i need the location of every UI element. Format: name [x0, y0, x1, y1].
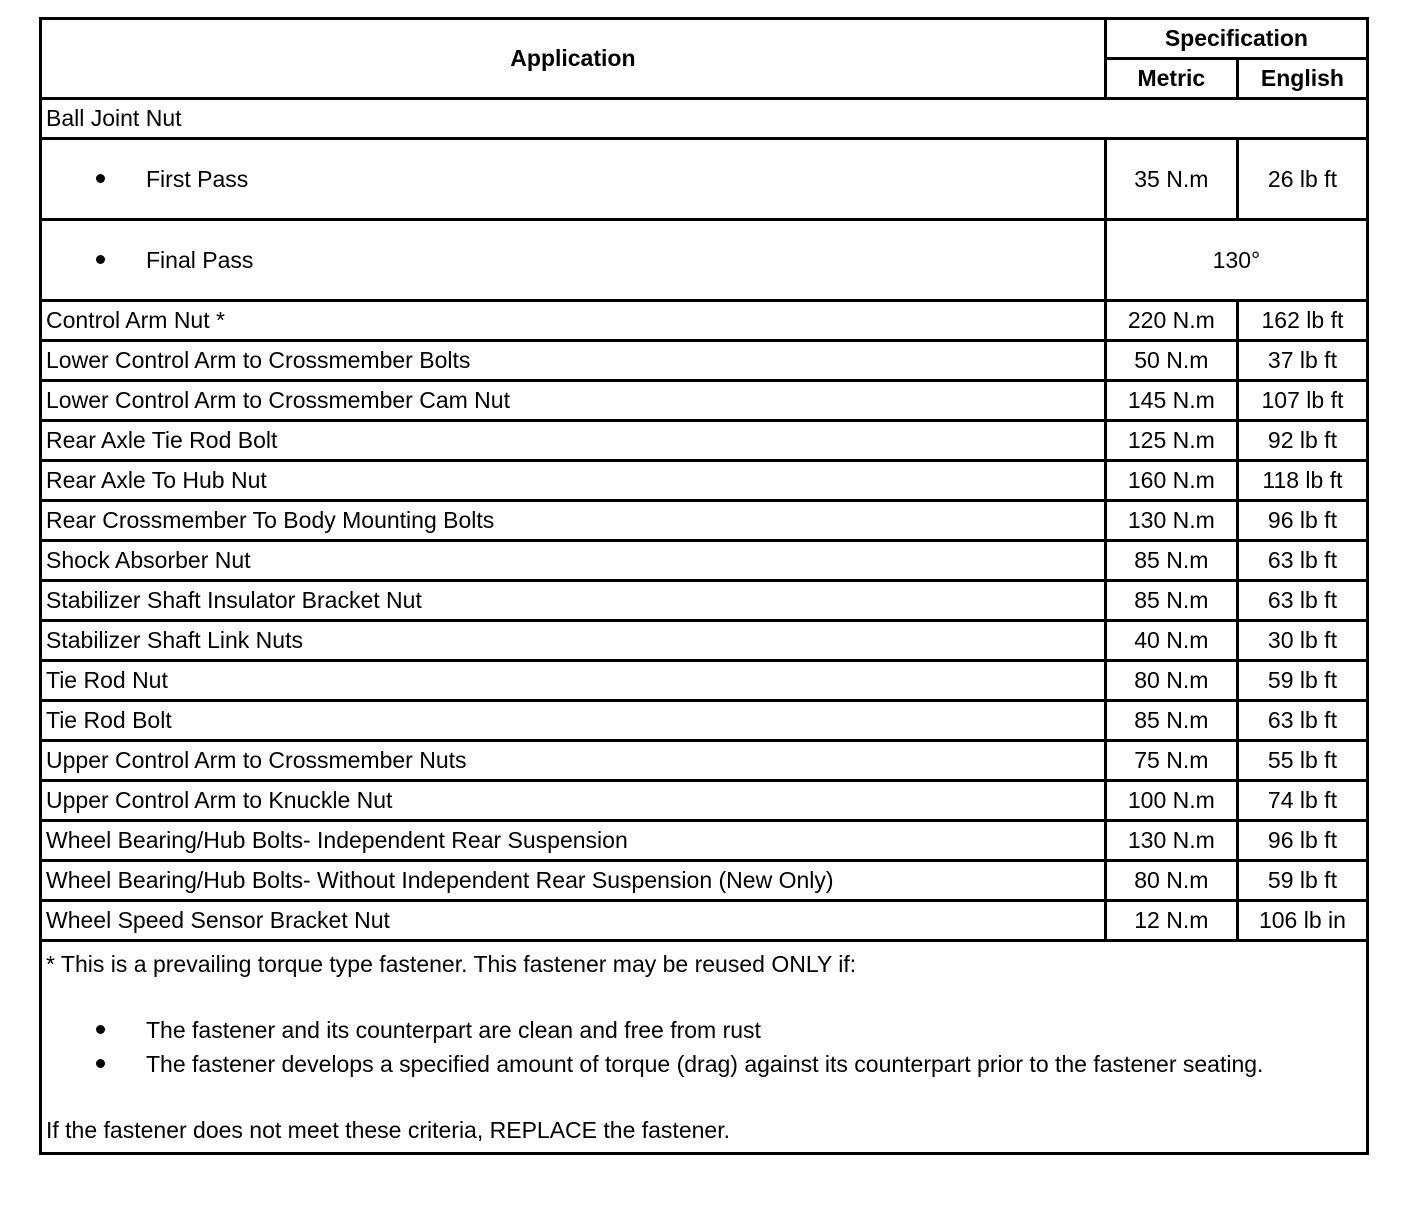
- table-row: [41, 621, 1368, 661]
- english-cell: 107 lb ft: [1237, 381, 1367, 421]
- table-row: [41, 301, 1368, 341]
- ball-joint-section-row: [41, 99, 1368, 139]
- table-row: [41, 781, 1368, 821]
- metric-cell: 100 N.m: [1105, 781, 1237, 821]
- metric-cell: 75 N.m: [1105, 741, 1237, 781]
- english-cell: 106 lb in: [1237, 901, 1367, 941]
- table-row: [41, 541, 1368, 581]
- english-cell: 30 lb ft: [1237, 621, 1367, 661]
- metric-cell: 12 N.m: [1105, 901, 1237, 941]
- torque-spec-table: [39, 17, 1369, 1155]
- first-pass-english: 26 lb ft: [1237, 139, 1367, 220]
- application-cell: Wheel Bearing/Hub Bolts- Independent Rear Suspension: [41, 821, 1106, 861]
- english-cell: 63 lb ft: [1237, 541, 1367, 581]
- metric-header: Metric: [1105, 59, 1237, 99]
- table-row: [41, 741, 1368, 781]
- bullet-icon: [46, 1013, 146, 1047]
- metric-cell: 130 N.m: [1105, 501, 1237, 541]
- english-cell: 63 lb ft: [1237, 581, 1367, 621]
- table-row: [41, 701, 1368, 741]
- final-pass-angle: 130°: [1105, 220, 1367, 301]
- english-cell: 92 lb ft: [1237, 421, 1367, 461]
- english-cell: 37 lb ft: [1237, 341, 1367, 381]
- table-row: [41, 461, 1368, 501]
- english-header: English: [1237, 59, 1367, 99]
- metric-cell: 50 N.m: [1105, 341, 1237, 381]
- table-row: [41, 421, 1368, 461]
- application-cell: Upper Control Arm to Crossmember Nuts: [41, 741, 1106, 781]
- application-cell: Stabilizer Shaft Link Nuts: [41, 621, 1106, 661]
- ball-joint-label: Ball Joint Nut: [41, 99, 1368, 139]
- metric-cell: 125 N.m: [1105, 421, 1237, 461]
- final-pass-label: Final Pass: [146, 246, 254, 273]
- english-cell: 59 lb ft: [1237, 861, 1367, 901]
- metric-cell: 40 N.m: [1105, 621, 1237, 661]
- metric-cell: 85 N.m: [1105, 701, 1237, 741]
- first-pass-label: First Pass: [146, 165, 249, 192]
- english-cell: 162 lb ft: [1237, 301, 1367, 341]
- metric-cell: 85 N.m: [1105, 581, 1237, 621]
- table-row: [41, 501, 1368, 541]
- metric-cell: 80 N.m: [1105, 861, 1237, 901]
- table-row: [41, 581, 1368, 621]
- table-row: [41, 341, 1368, 381]
- application-cell: Wheel Bearing/Hub Bolts- Without Independent Rear Suspension (New Only): [41, 861, 1106, 901]
- application-cell: Tie Rod Bolt: [41, 701, 1106, 741]
- application-cell: Upper Control Arm to Knuckle Nut: [41, 781, 1106, 821]
- english-cell: 63 lb ft: [1237, 701, 1367, 741]
- english-cell: 55 lb ft: [1237, 741, 1367, 781]
- metric-cell: 85 N.m: [1105, 541, 1237, 581]
- application-cell: Tie Rod Nut: [41, 661, 1106, 701]
- bullet-icon: [46, 247, 146, 274]
- metric-cell: 145 N.m: [1105, 381, 1237, 421]
- note-row: [41, 941, 1368, 1154]
- application-header: Application: [41, 19, 1106, 99]
- final-pass-cell: [41, 220, 1106, 301]
- metric-cell: 220 N.m: [1105, 301, 1237, 341]
- note-item: The fastener and its counterpart are clean and free from rust: [46, 1013, 1362, 1047]
- application-cell: Lower Control Arm to Crossmember Cam Nut: [41, 381, 1106, 421]
- note-cell: [41, 941, 1368, 1154]
- table-row: [41, 861, 1368, 901]
- application-cell: Control Arm Nut *: [41, 301, 1106, 341]
- metric-cell: 80 N.m: [1105, 661, 1237, 701]
- first-pass-cell: [41, 139, 1106, 220]
- first-pass-row: [41, 139, 1368, 220]
- bullet-icon: [46, 1047, 146, 1081]
- english-cell: 96 lb ft: [1237, 501, 1367, 541]
- metric-cell: 160 N.m: [1105, 461, 1237, 501]
- first-pass-metric: 35 N.m: [1105, 139, 1237, 220]
- table-row: [41, 381, 1368, 421]
- metric-cell: 130 N.m: [1105, 821, 1237, 861]
- english-cell: 74 lb ft: [1237, 781, 1367, 821]
- note-item: The fastener develops a specified amount of torque (drag) against its counterpart prior to the fastener seating.: [46, 1047, 1362, 1081]
- application-cell: Rear Axle To Hub Nut: [41, 461, 1106, 501]
- english-cell: 118 lb ft: [1237, 461, 1367, 501]
- english-cell: 96 lb ft: [1237, 821, 1367, 861]
- application-cell: Stabilizer Shaft Insulator Bracket Nut: [41, 581, 1106, 621]
- note-intro: * This is a prevailing torque type fastener. This fastener may be reused ONLY if:: [46, 951, 857, 977]
- specification-header: Specification: [1105, 19, 1367, 59]
- final-pass-row: [41, 220, 1368, 301]
- application-cell: Rear Crossmember To Body Mounting Bolts: [41, 501, 1106, 541]
- application-cell: Shock Absorber Nut: [41, 541, 1106, 581]
- note-outro: If the fastener does not meet these criteria, REPLACE the fastener.: [46, 1117, 730, 1143]
- application-cell: Wheel Speed Sensor Bracket Nut: [41, 901, 1106, 941]
- table-row: [41, 821, 1368, 861]
- application-cell: Rear Axle Tie Rod Bolt: [41, 421, 1106, 461]
- application-cell: Lower Control Arm to Crossmember Bolts: [41, 341, 1106, 381]
- table-row: [41, 661, 1368, 701]
- table-row: [41, 901, 1368, 941]
- note-list: [46, 1013, 1362, 1081]
- english-cell: 59 lb ft: [1237, 661, 1367, 701]
- bullet-icon: [46, 166, 146, 193]
